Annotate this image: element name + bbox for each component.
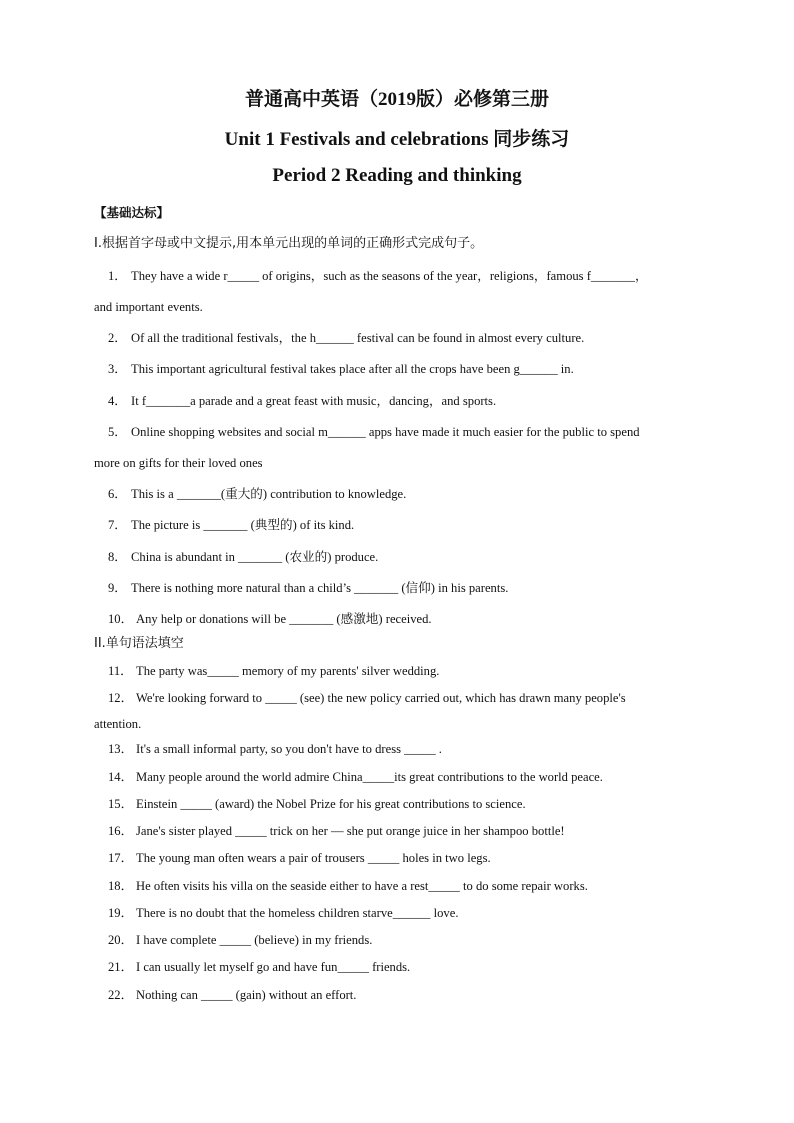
item-text: We're looking forward to _____ (see) the new policy carried out, which has drawn many people's (136, 691, 626, 705)
item-number: 1． (108, 269, 127, 283)
item-number: 16． (108, 824, 134, 838)
item-text: Nothing can _____ (gain) without an effort. (136, 988, 357, 1002)
item-number: 9． (108, 581, 127, 595)
item-text: Jane's sister played _____ trick on her — she put orange juice in her shampoo bottle! (136, 824, 565, 838)
item-text: Online shopping websites and social m______ apps have made it much easier for the public to spend (131, 425, 640, 439)
item-text: The young man often wears a pair of trousers _____ holes in two legs. (136, 851, 491, 865)
item-number: 22． (108, 988, 134, 1002)
item-number: 14． (108, 770, 134, 784)
item-text: The picture is _______ (典型的) of its kind. (131, 518, 355, 532)
item-number: 8． (108, 550, 127, 564)
item-text: China is abundant in _______ (农业的) produce. (131, 550, 379, 564)
item-number: 6． (108, 487, 127, 501)
item-text: Of all the traditional festivals，the h______ festival can be found in almost every culture. (131, 331, 585, 345)
part2-heading: II.单句语法填空 (94, 636, 184, 651)
item-number: 18． (108, 879, 134, 893)
item-text: Einstein _____ (award) the Nobel Prize for his great contributions to science. (136, 797, 526, 811)
item-number: 12． (108, 691, 134, 705)
item-text-continued: attention. (94, 717, 142, 731)
item-number: 19． (108, 906, 134, 920)
item-text: The party was_____ memory of my parents' silver wedding. (136, 664, 440, 678)
item-number: 17． (108, 851, 134, 865)
item-text: This is a _______(重大的) contribution to knowledge. (131, 487, 407, 501)
item-number: 13． (108, 742, 134, 756)
item-number: 20． (108, 933, 134, 947)
period-title: Period 2 Reading and thinking (272, 165, 522, 186)
item-text: It's a small informal party, so you don't have to dress _____ . (136, 742, 442, 756)
item-number: 21． (108, 960, 134, 974)
item-text: It f_______a parade and a great feast with music，dancing，and sports. (131, 394, 497, 408)
section-label: 【基础达标】 (94, 205, 170, 220)
item-text: Any help or donations will be _______ (感激地) received. (136, 612, 432, 626)
unit-title: Unit 1 Festivals and celebrations 同步练习 (224, 129, 570, 150)
item-text: They have a wide r_____ of origins，such as the seasons of the year，religions，famous f_______， (131, 269, 648, 283)
item-text: I can usually let myself go and have fun_____ friends. (136, 960, 411, 974)
item-number: 7． (108, 518, 127, 532)
item-number: 10． (108, 612, 134, 626)
item-text: This important agricultural festival takes place after all the crops have been g______ in. (131, 362, 574, 376)
item-text: He often visits his villa on the seaside either to have a rest_____ to do some repair works. (136, 879, 588, 893)
document-title: 普通高中英语（2019版）必修第三册 (244, 89, 549, 110)
item-text: Many people around the world admire China_____its great contributions to the world peace. (136, 770, 603, 784)
item-text-continued: more on gifts for their loved ones (94, 456, 263, 470)
item-number: 15． (108, 797, 134, 811)
item-number: 2． (108, 331, 127, 345)
item-text-continued: and important events. (94, 300, 203, 314)
part1-heading: I.根据首字母或中文提示,用本单元出现的单词的正确形式完成句子。 (94, 236, 484, 251)
item-number: 11． (108, 664, 133, 678)
item-text: I have complete _____ (believe) in my friends. (136, 933, 373, 947)
item-number: 5． (108, 425, 127, 439)
item-text: There is no doubt that the homeless children starve______ love. (136, 906, 459, 920)
item-text: There is nothing more natural than a child’s _______ (信仰) in his parents. (131, 581, 509, 595)
item-number: 4． (108, 394, 127, 408)
item-number: 3． (108, 362, 127, 376)
